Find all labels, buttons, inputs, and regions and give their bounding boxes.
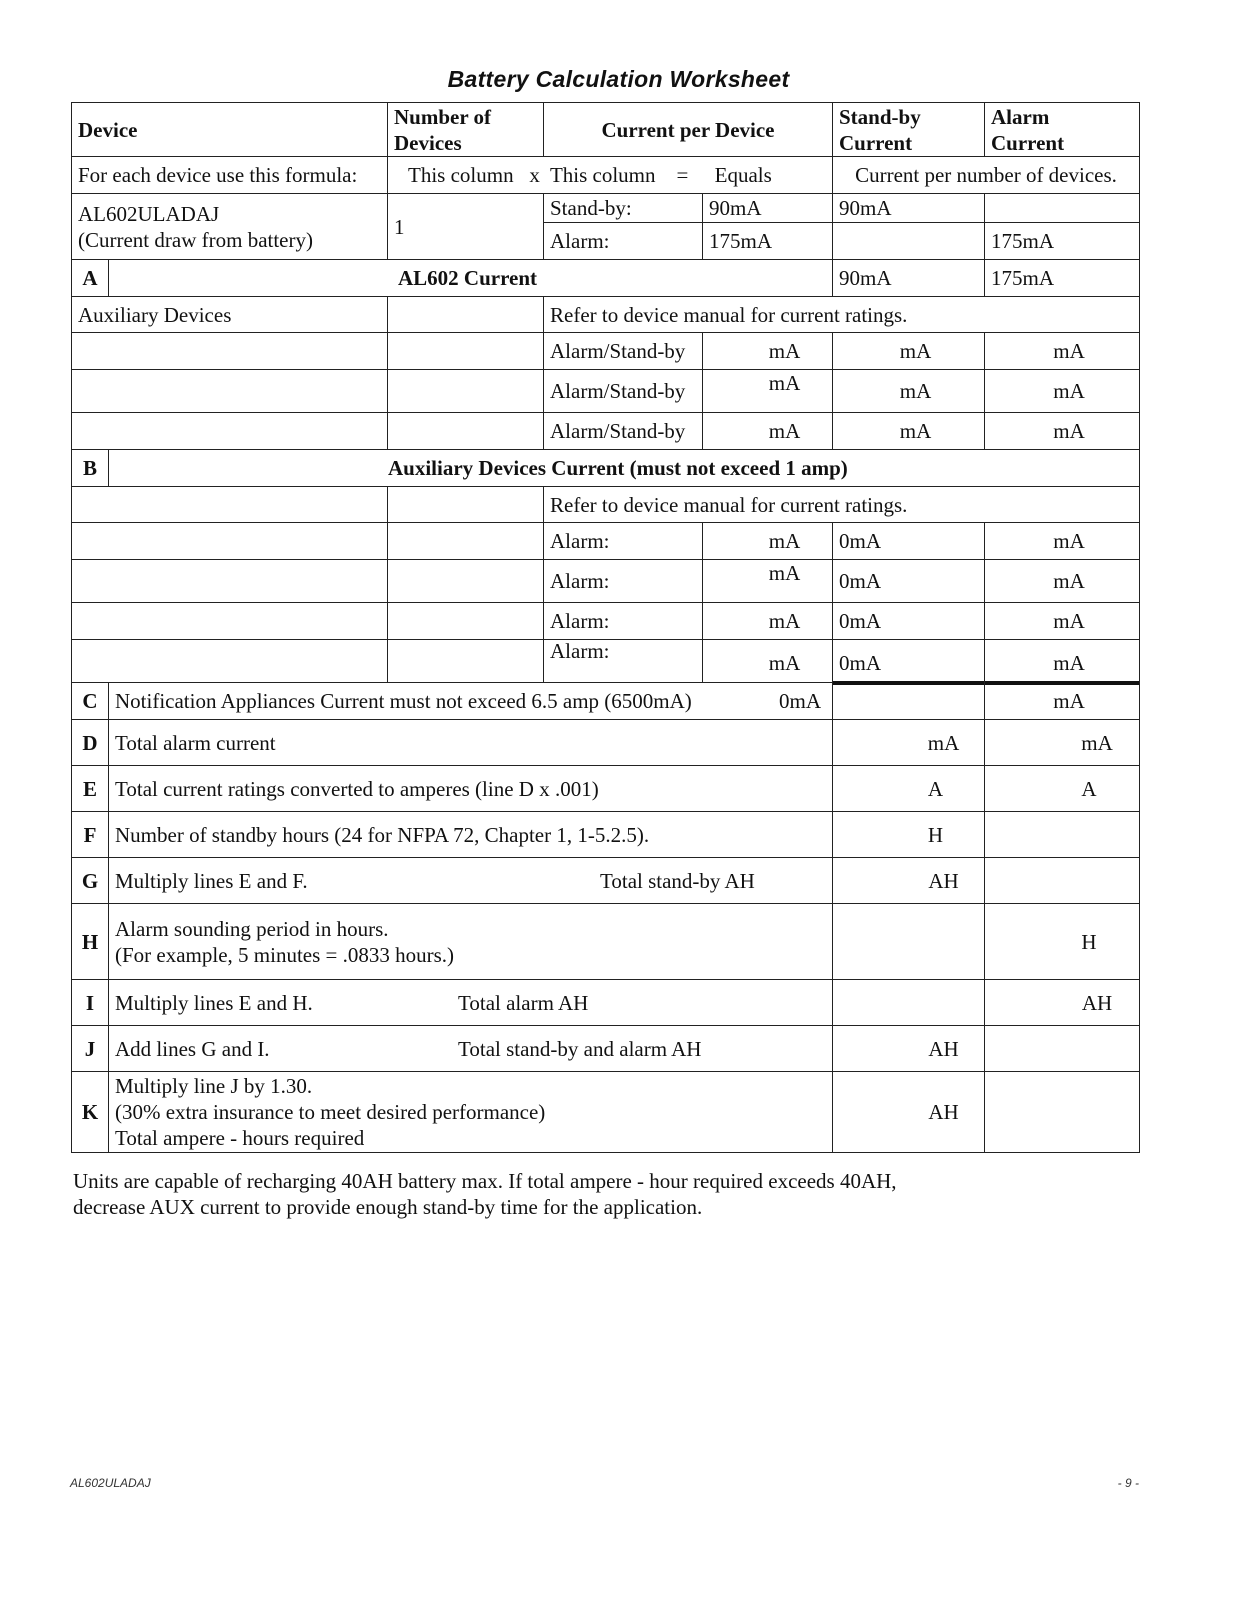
row-i-sub: Total alarm AH — [458, 990, 589, 1015]
aux-row-3-unit: mA — [768, 419, 801, 443]
header-alarm-line2: Current — [991, 130, 1065, 155]
header-number-line1: Number of — [394, 104, 492, 129]
row-c-label: Notification Appliances Current must not exceed 6.5 amp (6500mA) — [115, 689, 692, 713]
header-standby-line1: Stand-by — [839, 104, 921, 129]
notif-row-2-label: Alarm: — [550, 569, 610, 593]
notif-row-3-alarm: mA — [1053, 609, 1085, 633]
aux-row-2-label: Alarm/Stand-by — [550, 379, 686, 403]
row-g-standby: AH — [928, 868, 959, 893]
notif-refer-note: Refer to device manual for current ratings. — [550, 492, 908, 517]
row-i-alarm: AH — [1081, 990, 1113, 1015]
notif-row-4-unit: mA — [768, 651, 801, 675]
row-k-label — [109, 1072, 832, 1152]
row-f-letter: F — [83, 822, 97, 847]
notif-row-4-label: Alarm: — [550, 639, 610, 663]
aux-row-1-standby: mA — [899, 339, 932, 363]
header-number-of-devices — [388, 103, 543, 156]
row-c-value: 0mA — [779, 689, 821, 713]
row-h-label — [109, 904, 832, 979]
notif-row-1-alarm: mA — [1053, 529, 1085, 553]
grid-line — [1139, 102, 1140, 1152]
row-k-label-line1: Multiply line J by 1.30. — [115, 1074, 313, 1098]
row-d-alarm: mA — [1081, 730, 1113, 755]
formula-columns: This column x This column = Equals — [408, 163, 772, 187]
row-h-letter: H — [81, 929, 99, 954]
row-k-label-line3: Total ampere - hours required — [115, 1126, 365, 1150]
notif-row-1-label: Alarm: — [550, 529, 610, 553]
header-alarm-current — [985, 103, 1139, 156]
row-d-label: Total alarm current — [115, 730, 276, 755]
aux-title: Auxiliary Devices — [78, 302, 232, 327]
al602-alarm-label: Alarm: — [550, 229, 610, 253]
row-a-standby: 90mA — [839, 266, 892, 290]
notif-row-1-standby: 0mA — [839, 529, 881, 553]
row-f-standby: H — [927, 822, 944, 847]
notif-row-2-standby: 0mA — [839, 569, 881, 593]
notif-row-3-unit: mA — [768, 609, 801, 633]
row-a-alarm: 175mA — [991, 266, 1054, 290]
al602-standby-label: Stand-by: — [550, 196, 632, 220]
row-k-letter: K — [81, 1100, 99, 1124]
aux-row-2-standby: mA — [899, 379, 932, 403]
notif-row-4-alarm: mA — [1053, 651, 1085, 675]
row-d-standby: mA — [927, 730, 960, 755]
row-c-letter: C — [82, 689, 98, 713]
row-j-label: Add lines G and I. — [115, 1036, 270, 1061]
notif-row-1-unit: mA — [768, 529, 801, 553]
row-f-label: Number of standby hours (24 for NFPA 72, Chapter 1, 1-5.2.5). — [115, 822, 650, 847]
row-a-label: AL602 Current — [398, 266, 538, 290]
header-standby-current — [833, 103, 984, 156]
al602-device — [72, 194, 387, 259]
notif-row-2-alarm: mA — [1053, 569, 1085, 593]
aux-row-1-alarm: mA — [1053, 339, 1085, 363]
worksheet-title: Battery Calculation Worksheet — [447, 66, 790, 92]
footer-model: AL602ULADAJ — [70, 1476, 151, 1490]
recharge-note — [73, 1168, 897, 1220]
notif-row-2-unit: mA — [768, 561, 801, 585]
notif-row-4-standby: 0mA — [839, 651, 881, 675]
aux-row-1-unit: mA — [768, 339, 801, 363]
al602-device-line2: (Current draw from battery) — [78, 227, 313, 252]
al602-standby-value: 90mA — [709, 196, 762, 220]
row-g-label: Multiply lines E and F. — [115, 868, 308, 893]
grid-line — [387, 296, 388, 449]
al602-alarm-current: 175mA — [991, 229, 1054, 253]
al602-standby-current: 90mA — [839, 196, 892, 220]
aux-refer-note: Refer to device manual for current ratings. — [550, 302, 908, 327]
formula-device: For each device use this formula: — [78, 163, 358, 187]
al602-count: 1 — [394, 214, 405, 239]
row-b-letter: B — [82, 456, 97, 480]
row-g-sub: Total stand-by AH — [600, 868, 755, 893]
header-standby-line2: Current — [839, 130, 913, 155]
row-h-alarm: H — [1081, 929, 1097, 954]
row-i-letter: I — [85, 990, 95, 1015]
recharge-note-line2: decrease AUX current to provide enough stand-by time for the application. — [73, 1195, 703, 1219]
grid-line — [387, 486, 388, 682]
row-e-alarm: A — [1081, 776, 1097, 801]
notif-row-3-label: Alarm: — [550, 609, 610, 633]
row-e-letter: E — [82, 776, 97, 801]
aux-row-3-alarm: mA — [1053, 419, 1085, 443]
notif-row-3-standby: 0mA — [839, 609, 881, 633]
al602-alarm-value: 175mA — [709, 229, 772, 253]
formula-result: Current per number of devices. — [855, 163, 1117, 187]
aux-row-3-label: Alarm/Stand-by — [550, 419, 686, 443]
grid-line — [108, 259, 109, 296]
header-device: Device — [78, 117, 138, 142]
row-b-label: Auxiliary Devices Current (must not exceed 1 amp) — [388, 456, 848, 480]
recharge-note-line1: Units are capable of recharging 40AH battery max. If total ampere - hour required exceeds 40AH, — [73, 1169, 897, 1193]
aux-row-2-unit: mA — [768, 371, 801, 395]
grid-line — [71, 1152, 1140, 1153]
row-g-letter: G — [81, 868, 99, 893]
row-e-standby: A — [927, 776, 944, 801]
aux-row-3-standby: mA — [899, 419, 932, 443]
row-k-label-line2: (30% extra insurance to meet desired performance) — [115, 1100, 546, 1124]
row-h-label-line1: Alarm sounding period in hours. — [115, 916, 389, 941]
header-alarm-line1: Alarm — [991, 104, 1050, 129]
row-h-label-line2: (For example, 5 minutes = .0833 hours.) — [115, 942, 455, 967]
row-d-letter: D — [82, 730, 98, 755]
row-j-sub: Total stand-by and alarm AH — [458, 1036, 702, 1061]
row-e-label: Total current ratings converted to amperes (line D x .001) — [115, 776, 599, 801]
row-j-letter: J — [84, 1036, 96, 1061]
row-c-alarm: mA — [1053, 689, 1085, 713]
header-current-per-device: Current per Device — [601, 117, 775, 142]
row-k-standby: AH — [928, 1100, 959, 1124]
row-a-letter: A — [82, 266, 98, 290]
al602-device-line1: AL602ULADAJ — [78, 201, 220, 226]
row-j-standby: AH — [928, 1036, 959, 1061]
grid-line — [108, 449, 109, 486]
footer-page-number: - 9 - — [1117, 1476, 1139, 1490]
aux-row-2-alarm: mA — [1053, 379, 1085, 403]
row-i-label: Multiply lines E and H. — [115, 990, 313, 1015]
header-number-line2: Devices — [394, 130, 462, 155]
aux-row-1-label: Alarm/Stand-by — [550, 339, 686, 363]
